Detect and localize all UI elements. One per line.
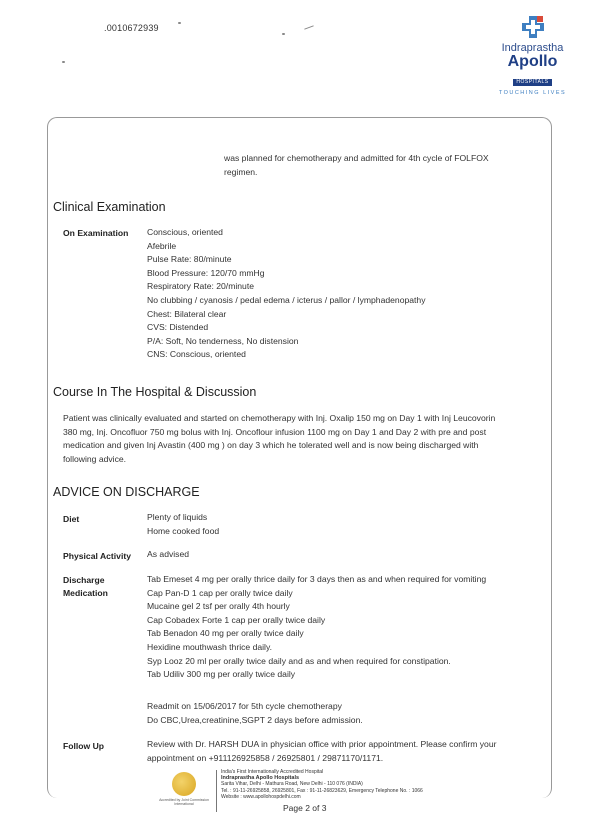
finding-line: Chest: Bilateral clear (147, 308, 227, 319)
course-line: Patient was clinically evaluated and started on chemotherapy with Inj. Oxalip 150 mg on Day 1 with Inj Leucovorin (63, 413, 496, 423)
footer-line: India's First Internationally Accredited Hospital (221, 769, 324, 775)
course-line: following advice. (63, 453, 127, 464)
discharge-label-line: Discharge (63, 575, 105, 585)
footer-hospital-name: Indraprastha Apollo Hospitals (221, 775, 300, 782)
intro-paragraph (224, 152, 489, 179)
medication-line: Cap Cobadex Forte 1 cap per orally twice daily (147, 614, 326, 625)
logo-tagline: TOUCHING LIVES (498, 90, 567, 96)
footer-website: Website : www.apollohospdelhi.com (221, 793, 301, 800)
finding-line: CVS: Distended (147, 322, 209, 333)
medication-line: Cap Pan-D 1 cap per orally twice daily (147, 587, 293, 598)
medication-line: Hexidine mouthwash thrice daily. (147, 641, 272, 652)
course-paragraph (63, 412, 495, 466)
finding-line: Blood Pressure: 120/70 mmHg (147, 267, 265, 278)
on-examination-label: On Examination (63, 228, 129, 238)
advice-heading: ADVICE ON DISCHARGE (53, 485, 200, 499)
finding-line: P/A: Soft, No tenderness, No distension (147, 335, 299, 346)
readmit-instructions (147, 700, 363, 727)
document-id: .0010672939 (104, 23, 159, 33)
hospital-logo (490, 14, 575, 96)
logo-line-apollo: Apollo (507, 53, 558, 70)
medication-line: Tab Udiliv 300 mg per orally twice daily (147, 669, 296, 680)
physical-activity-label: Physical Activity (63, 551, 131, 561)
diet-details (147, 511, 219, 538)
footer-line: Sarita Vihar, Delhi - Mathura Road, New Delhi - 110 076 (INDIA) (221, 781, 363, 788)
follow-up-label: Follow Up (63, 741, 105, 751)
examination-findings (147, 226, 426, 362)
follow-up-details (147, 738, 496, 765)
clinical-examination-heading: Clinical Examination (53, 200, 166, 214)
follow-up-line: Review with Dr. HARSH DUA in physician office with prior appointment. Please confirm your (147, 739, 497, 749)
course-heading: Course In The Hospital & Discussion (53, 385, 257, 399)
finding-line: No clubbing / cyanosis / pedal edema / icterus / pallor / lymphadenopathy (147, 294, 426, 305)
scan-mark (304, 25, 314, 29)
diet-label: Diet (63, 514, 80, 524)
intro-line: was planned for chemotherapy and admitted for 4th cycle of FOLFOX (224, 153, 489, 163)
medication-line: Tab Emeset 4 mg per orally thrice daily for 3 days then as and when required for vomiting (147, 574, 487, 584)
intro-line: regimen. (224, 166, 258, 177)
medication-label-line: Medication (63, 587, 108, 598)
scan-speck (178, 22, 181, 24)
scan-speck (62, 61, 65, 63)
apollo-logo-icon (520, 14, 546, 40)
footer-line: Tel. : 91-11-26925858, 26925801, Fax : 91-11-26823629, Emergency Telephone No. : 1066 (221, 787, 423, 794)
finding-line: Afebrile (147, 240, 177, 251)
diet-line: Home cooked food (147, 525, 220, 536)
activity-line: As advised (147, 549, 190, 559)
finding-line: Pulse Rate: 80/minute (147, 254, 232, 265)
discharge-medication-label (63, 574, 108, 599)
readmit-line: Readmit on 15/06/2017 for 5th cycle chemotherapy (147, 701, 342, 711)
diet-line: Plenty of liquids (147, 512, 208, 522)
medication-line: Mucaine gel 2 tsf per orally 4th hourly (147, 601, 290, 612)
logo-line-indraprastha: Indraprastha (501, 42, 564, 54)
physical-activity-details (147, 548, 189, 562)
logo-line-hospitals: HOSPITALS (513, 79, 551, 86)
finding-line: CNS: Conscious, oriented (147, 349, 246, 360)
medication-line: Tab Benadon 40 mg per orally twice daily (147, 628, 304, 639)
finding-line: Conscious, oriented (147, 227, 223, 237)
course-line: 380 mg, Inj. Oncofluor 750 mg bolus with Inj. Oncoflour infusion 1100 mg on Day 1 and Day 2 with pre and post (63, 426, 487, 437)
page-number: Page 2 of 3 (283, 803, 327, 813)
accreditation-seal-icon (172, 772, 196, 796)
scan-speck (282, 33, 285, 35)
course-line: medication and given Inj Avastin (400 mg ) on day 3 which he tolerated well and is now being discharged with (63, 440, 479, 451)
medication-list (147, 573, 486, 682)
footer-address (221, 769, 423, 800)
medication-line: Syp Looz 20 ml per orally twice daily and as and when required for constipation. (147, 655, 451, 666)
finding-line: Respiratory Rate: 20/minute (147, 281, 254, 292)
follow-up-line: appointment on +911126925858 / 26925801 / 29871170/1171. (147, 752, 384, 763)
accreditation-caption: Accredited by Joint Commission International (159, 798, 209, 806)
footer-divider (216, 770, 217, 812)
readmit-line: Do CBC,Urea,creatinine,SGPT 2 days before admission. (147, 714, 363, 725)
